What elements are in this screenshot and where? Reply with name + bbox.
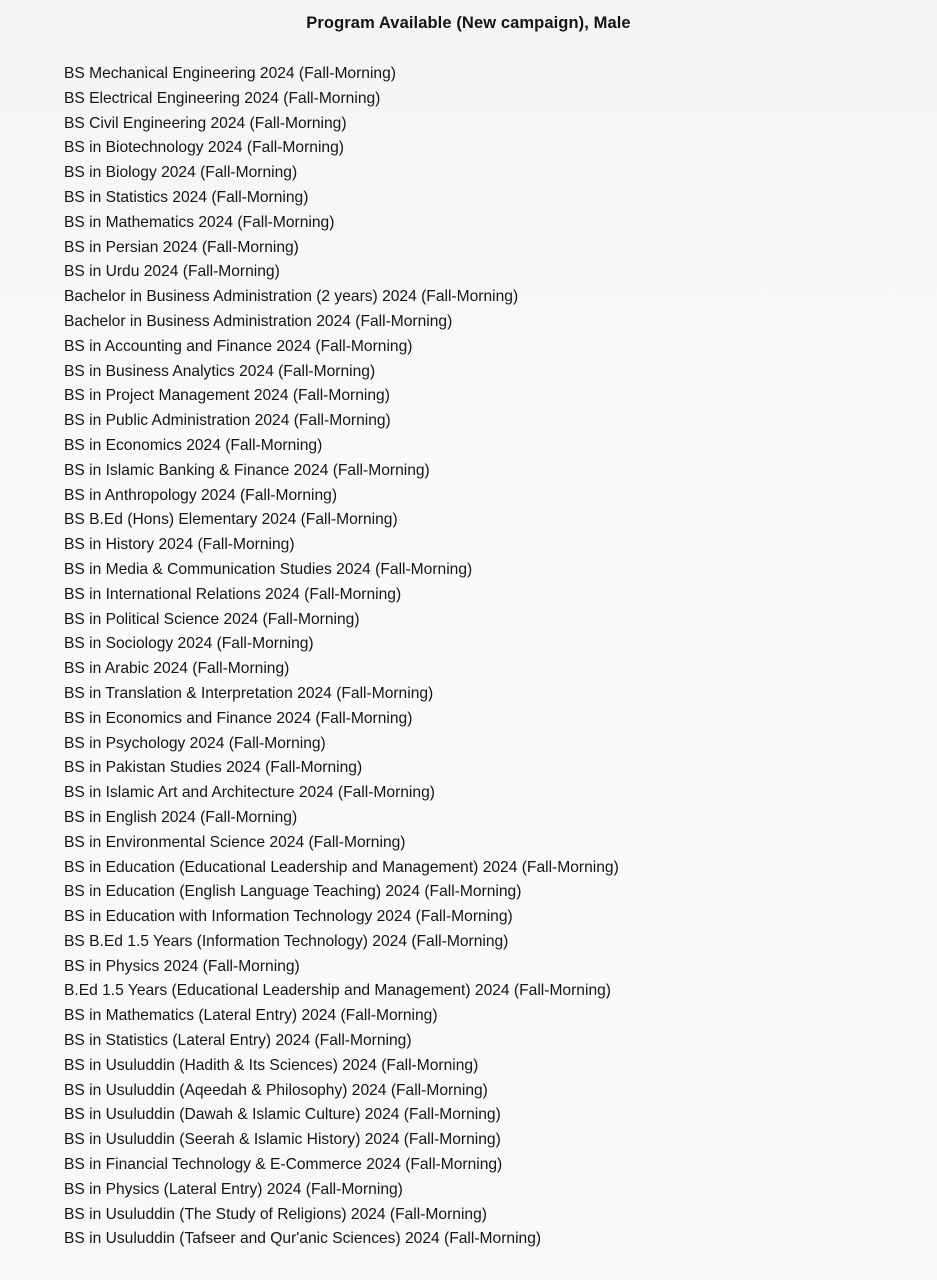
- program-item: BS in Media & Communication Studies 2024 (Fall-Morning): [64, 560, 473, 578]
- program-item: BS in Biology 2024 (Fall-Morning): [64, 164, 298, 182]
- program-item: BS in Islamic Banking & Finance 2024 (Fall-Morning): [64, 461, 430, 479]
- program-item: BS in Statistics 2024 (Fall-Morning): [64, 188, 309, 206]
- program-item: BS in International Relations 2024 (Fall-Morning): [64, 585, 402, 603]
- program-item: BS in Statistics (Lateral Entry) 2024 (Fall-Morning): [64, 1032, 412, 1050]
- program-item: BS in Islamic Art and Architecture 2024 (Fall-Morning): [64, 784, 435, 802]
- program-item: B.Ed 1.5 Years (Educational Leadership and Management) 2024 (Fall-Morning): [64, 982, 611, 1000]
- program-item: BS in Project Management 2024 (Fall-Morning): [64, 387, 390, 405]
- program-item: BS in Urdu 2024 (Fall-Morning): [64, 263, 280, 281]
- program-item: BS in Arabic 2024 (Fall-Morning): [64, 660, 290, 678]
- program-item: BS in Psychology 2024 (Fall-Morning): [64, 734, 326, 752]
- program-item: BS in Education with Information Technology 2024 (Fall-Morning): [64, 908, 513, 926]
- program-item: Bachelor in Business Administration (2 years) 2024 (Fall-Morning): [64, 288, 519, 306]
- program-item: BS in Persian 2024 (Fall-Morning): [64, 238, 299, 256]
- program-item: BS in Biotechnology 2024 (Fall-Morning): [64, 139, 344, 157]
- program-item: BS in Anthropology 2024 (Fall-Morning): [64, 486, 338, 504]
- program-item: BS in Pakistan Studies 2024 (Fall-Morning): [64, 759, 363, 777]
- program-item: BS in Physics 2024 (Fall-Morning): [64, 957, 300, 975]
- program-item: BS in Environmental Science 2024 (Fall-Morning): [64, 833, 406, 851]
- program-item: BS in Usuluddin (Hadith & Its Sciences) 2024 (Fall-Morning): [64, 1056, 479, 1074]
- program-item: BS in Usuluddin (Dawah & Islamic Culture) 2024 (Fall-Morning): [64, 1106, 501, 1124]
- program-item: BS in Usuluddin (Aqeedah & Philosophy) 2024 (Fall-Morning): [64, 1081, 488, 1099]
- program-item: BS in Usuluddin (The Study of Religions) 2024 (Fall-Morning): [64, 1205, 487, 1223]
- program-item: BS in Usuluddin (Tafseer and Qur'anic Sciences) 2024 (Fall-Morning): [64, 1230, 542, 1248]
- program-item: BS in Mathematics 2024 (Fall-Morning): [64, 213, 335, 231]
- program-item: BS in Translation & Interpretation 2024 (Fall-Morning): [64, 684, 434, 702]
- program-item: BS Civil Engineering 2024 (Fall-Morning): [64, 114, 347, 132]
- program-item: BS B.Ed 1.5 Years (Information Technology) 2024 (Fall-Morning): [64, 932, 509, 950]
- program-item: BS in History 2024 (Fall-Morning): [64, 536, 295, 554]
- program-item: BS in Public Administration 2024 (Fall-Morning): [64, 412, 391, 430]
- program-item: BS in Political Science 2024 (Fall-Morning): [64, 610, 360, 628]
- program-item: BS in Education (Educational Leadership and Management) 2024 (Fall-Morning): [64, 858, 619, 876]
- program-item: BS B.Ed (Hons) Elementary 2024 (Fall-Morning): [64, 511, 398, 529]
- program-item: BS in Sociology 2024 (Fall-Morning): [64, 635, 314, 653]
- program-item: BS Electrical Engineering 2024 (Fall-Morning): [64, 89, 381, 107]
- program-item: BS in Business Analytics 2024 (Fall-Morning): [64, 362, 376, 380]
- program-item: BS in Accounting and Finance 2024 (Fall-Morning): [64, 337, 413, 355]
- program-item: BS in Usuluddin (Seerah & Islamic History) 2024 (Fall-Morning): [64, 1131, 501, 1149]
- program-item: BS in Education (English Language Teaching) 2024 (Fall-Morning): [64, 883, 522, 901]
- program-item: Bachelor in Business Administration 2024 (Fall-Morning): [64, 312, 453, 330]
- program-item: BS in Mathematics (Lateral Entry) 2024 (Fall-Morning): [64, 1007, 438, 1025]
- program-item: BS in Financial Technology & E-Commerce 2024 (Fall-Morning): [64, 1156, 503, 1174]
- program-item: BS in Physics (Lateral Entry) 2024 (Fall-Morning): [64, 1180, 403, 1198]
- document-title: Program Available (New campaign), Male: [306, 14, 631, 32]
- program-item: BS in Economics 2024 (Fall-Morning): [64, 436, 323, 454]
- program-item: BS in Economics and Finance 2024 (Fall-Morning): [64, 709, 413, 727]
- program-list: [64, 62, 619, 1252]
- program-item: BS Mechanical Engineering 2024 (Fall-Morning): [64, 65, 396, 82]
- program-item: BS in English 2024 (Fall-Morning): [64, 808, 298, 826]
